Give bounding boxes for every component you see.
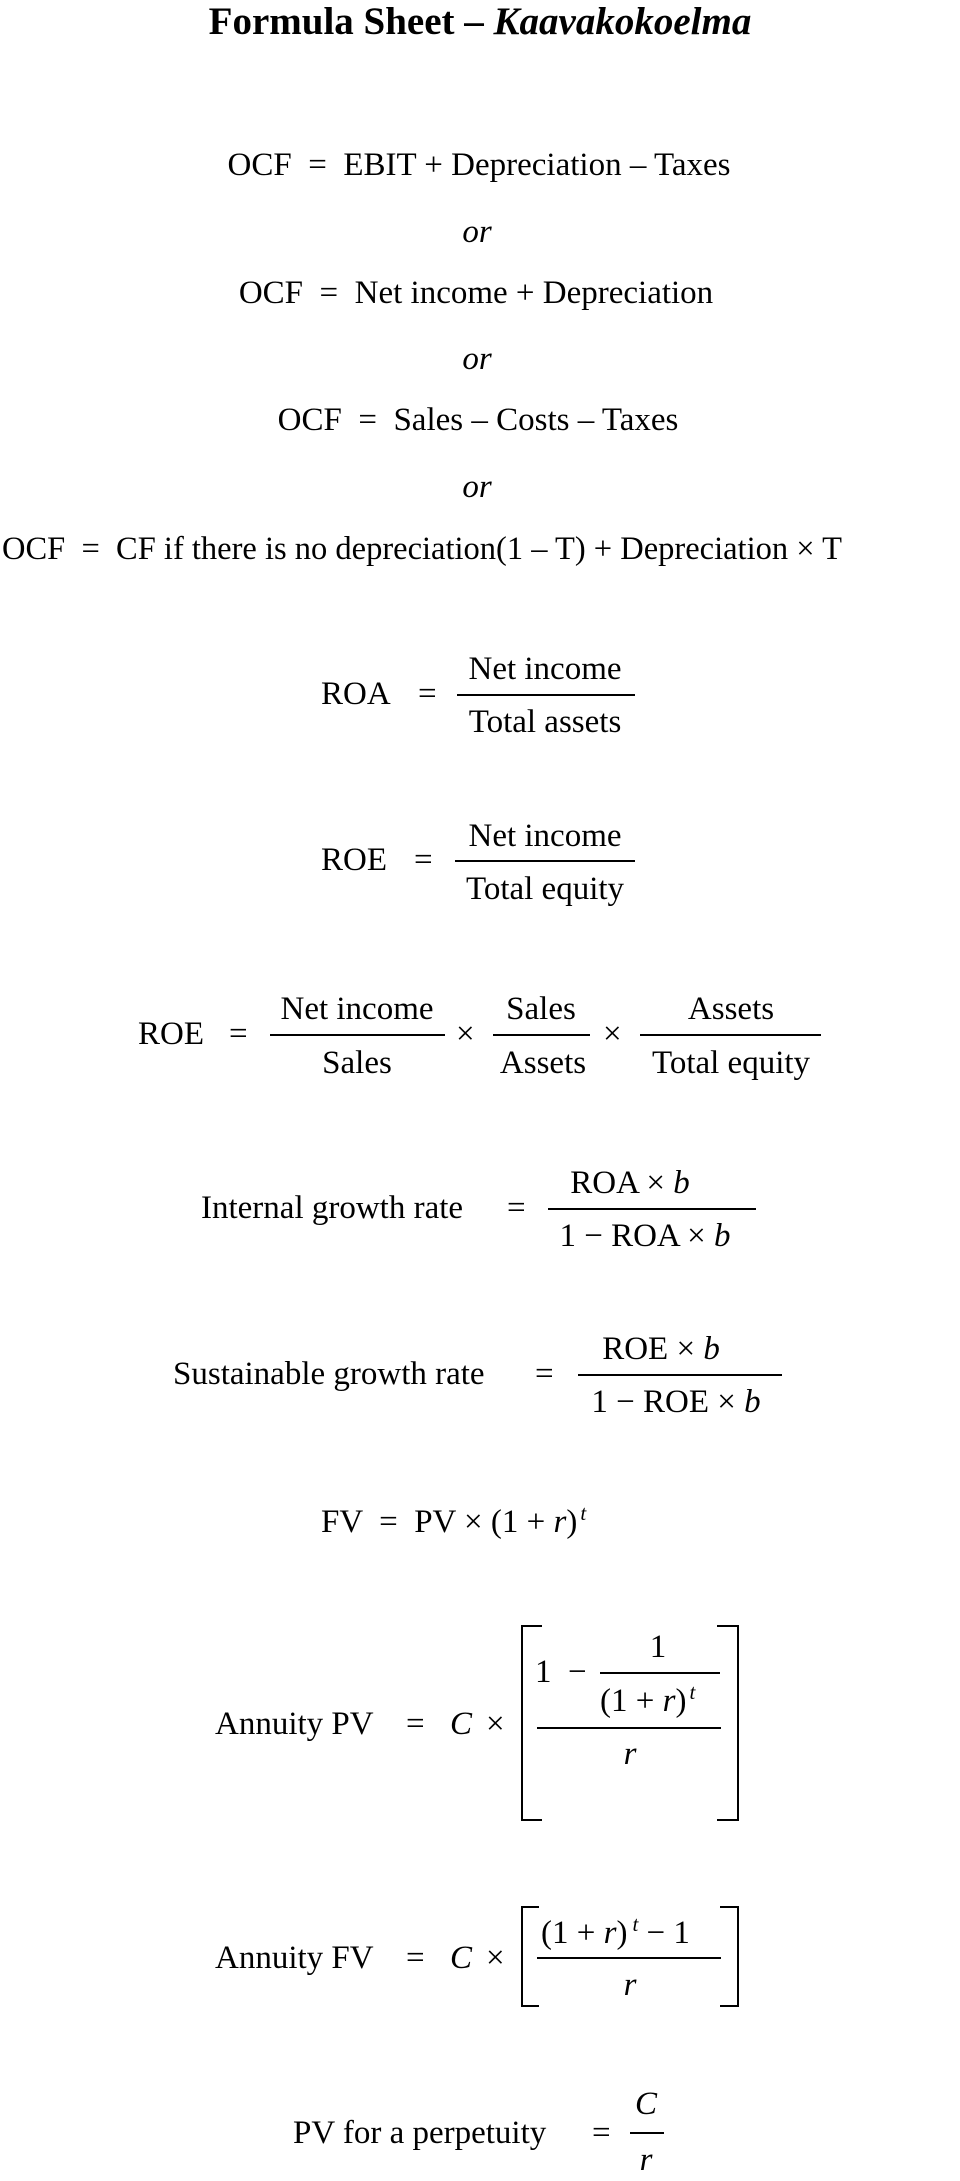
fv-formula bbox=[321, 1501, 587, 1540]
page-title bbox=[209, 2, 752, 41]
sgr-denominator bbox=[591, 1386, 760, 1419]
sgr-denominator-text: 1 − ROE × bbox=[591, 1384, 745, 1420]
annuity-pv-inner-close: ) bbox=[675, 1683, 687, 1719]
igr-denominator bbox=[559, 1220, 730, 1253]
ocf-formula-3: OCF = Sales – Costs – Taxes bbox=[277, 402, 679, 438]
annuity-fv-bracket-right-top bbox=[720, 1906, 738, 1908]
igr-denominator-text: 1 − ROA × bbox=[559, 1218, 715, 1254]
annuity-fv-r: r bbox=[603, 1915, 617, 1951]
ocf-formula-2: OCF = Net income + Depreciation bbox=[238, 275, 714, 311]
annuity-pv-bracket-right-top bbox=[717, 1625, 738, 1627]
annuity-pv-inner-bar bbox=[600, 1672, 720, 1674]
roe-equals: = bbox=[414, 842, 433, 878]
dupont-factor2-denominator: Assets bbox=[499, 1045, 587, 1081]
dupont-factor1-denominator: Sales bbox=[322, 1045, 392, 1081]
roe-label: ROE bbox=[321, 842, 387, 878]
roe-fraction-bar bbox=[455, 860, 635, 862]
roa-numerator: Net income bbox=[468, 651, 622, 687]
annuity-pv-denominator-r: r bbox=[623, 1736, 637, 1772]
dupont-times-2: × bbox=[603, 1016, 622, 1052]
dupont-factor3-denominator: Total equity bbox=[651, 1045, 811, 1081]
annuity-fv-bracket-left bbox=[521, 1906, 523, 2007]
igr-label: Internal growth rate bbox=[201, 1190, 464, 1226]
annuity-pv-inner-r: r bbox=[662, 1683, 676, 1719]
ocf-formula-4: OCF = CF if there is no depreciation(1 – T) + Depreciation × T bbox=[2, 531, 842, 567]
roa-label: ROA bbox=[321, 676, 391, 712]
annuity-pv-minus: − bbox=[568, 1654, 587, 1690]
sgr-fraction-bar bbox=[578, 1374, 782, 1376]
sgr-equals: = bbox=[535, 1356, 554, 1392]
or-separator-1: or bbox=[462, 214, 492, 250]
annuity-fv-numerator bbox=[541, 1912, 690, 1951]
sgr-label: Sustainable growth rate bbox=[173, 1356, 485, 1392]
roa-equals: = bbox=[418, 676, 437, 712]
annuity-fv-denominator-r: r bbox=[623, 1967, 637, 2003]
igr-numerator bbox=[570, 1167, 689, 1200]
fv-close: ) bbox=[566, 1504, 578, 1540]
perpetuity-label: PV for a perpetuity bbox=[293, 2115, 547, 2151]
perpetuity-denominator-r: r bbox=[639, 2142, 653, 2178]
fv-text: FV = PV × (1 + bbox=[321, 1504, 554, 1540]
perpetuity-fraction-bar bbox=[630, 2132, 664, 2134]
annuity-pv-bracket-left-top bbox=[521, 1625, 542, 1627]
dupont-factor2-bar bbox=[493, 1034, 590, 1036]
fv-r: r bbox=[553, 1504, 567, 1540]
annuity-pv-C: C bbox=[450, 1706, 473, 1742]
sgr-numerator-b: b bbox=[703, 1331, 720, 1367]
annuity-pv-bracket-right-bottom bbox=[717, 1819, 738, 1821]
annuity-pv-bracket-left-bottom bbox=[521, 1819, 542, 1821]
title-sub: Kaavakokoelma bbox=[493, 0, 752, 43]
annuity-fv-exponent-t: t bbox=[632, 1912, 639, 1936]
dupont-factor3-numerator: Assets bbox=[687, 991, 775, 1027]
annuity-pv-label: Annuity PV bbox=[215, 1706, 374, 1742]
annuity-pv-outer-bar bbox=[537, 1727, 721, 1729]
annuity-fv-tail: − 1 bbox=[638, 1915, 690, 1951]
annuity-fv-bracket-left-top bbox=[521, 1906, 539, 1908]
or-separator-3: or bbox=[462, 469, 492, 505]
dupont-equals: = bbox=[229, 1016, 248, 1052]
annuity-pv-inner-denominator bbox=[600, 1680, 696, 1719]
title-main: Formula Sheet – bbox=[208, 0, 494, 43]
roe-numerator: Net income bbox=[468, 818, 622, 854]
annuity-pv-times: × bbox=[486, 1706, 505, 1742]
annuity-pv-one: 1 bbox=[535, 1654, 552, 1690]
annuity-pv-bracket-right bbox=[737, 1625, 739, 1821]
dupont-factor1-numerator: Net income bbox=[280, 991, 434, 1027]
annuity-pv-equals: = bbox=[406, 1706, 425, 1742]
dupont-factor3-bar bbox=[640, 1034, 821, 1036]
perpetuity-numerator-C: C bbox=[634, 2086, 658, 2122]
roa-denominator: Total assets bbox=[468, 704, 622, 740]
sgr-denominator-b: b bbox=[744, 1384, 761, 1420]
annuity-pv-bracket-left bbox=[521, 1625, 523, 1821]
sgr-numerator-text: ROE × bbox=[602, 1331, 704, 1367]
annuity-pv-exponent-t: t bbox=[689, 1680, 696, 1704]
annuity-fv-outer-bar bbox=[537, 1957, 721, 1959]
annuity-fv-bracket-left-bottom bbox=[521, 2005, 539, 2007]
igr-denominator-b: b bbox=[714, 1218, 731, 1254]
igr-numerator-text: ROA × bbox=[570, 1165, 674, 1201]
annuity-pv-inner-open: (1 + bbox=[600, 1683, 663, 1719]
roe-denominator: Total equity bbox=[465, 871, 625, 907]
annuity-pv-inner-numerator: 1 bbox=[649, 1629, 667, 1665]
annuity-fv-close: ) bbox=[616, 1915, 628, 1951]
roa-fraction-bar bbox=[457, 694, 635, 696]
dupont-factor2-numerator: Sales bbox=[506, 991, 576, 1027]
dupont-times-1: × bbox=[456, 1016, 475, 1052]
igr-equals: = bbox=[507, 1190, 526, 1226]
igr-fraction-bar bbox=[548, 1208, 756, 1210]
dupont-factor1-bar bbox=[270, 1034, 445, 1036]
annuity-fv-equals: = bbox=[406, 1940, 425, 1976]
annuity-fv-bracket-right-bottom bbox=[720, 2005, 738, 2007]
dupont-label: ROE bbox=[138, 1016, 204, 1052]
sgr-numerator bbox=[602, 1333, 720, 1366]
or-separator-2: or bbox=[462, 341, 492, 377]
annuity-fv-C: C bbox=[450, 1940, 473, 1976]
ocf-formula-1: OCF = EBIT + Depreciation – Taxes bbox=[227, 147, 731, 183]
annuity-fv-open: (1 + bbox=[541, 1915, 604, 1951]
igr-numerator-b: b bbox=[673, 1165, 690, 1201]
fv-exponent-t: t bbox=[580, 1501, 587, 1525]
annuity-fv-bracket-right bbox=[737, 1906, 739, 2007]
annuity-fv-label: Annuity FV bbox=[215, 1940, 374, 1976]
annuity-fv-times: × bbox=[486, 1940, 505, 1976]
perpetuity-equals: = bbox=[592, 2115, 611, 2151]
